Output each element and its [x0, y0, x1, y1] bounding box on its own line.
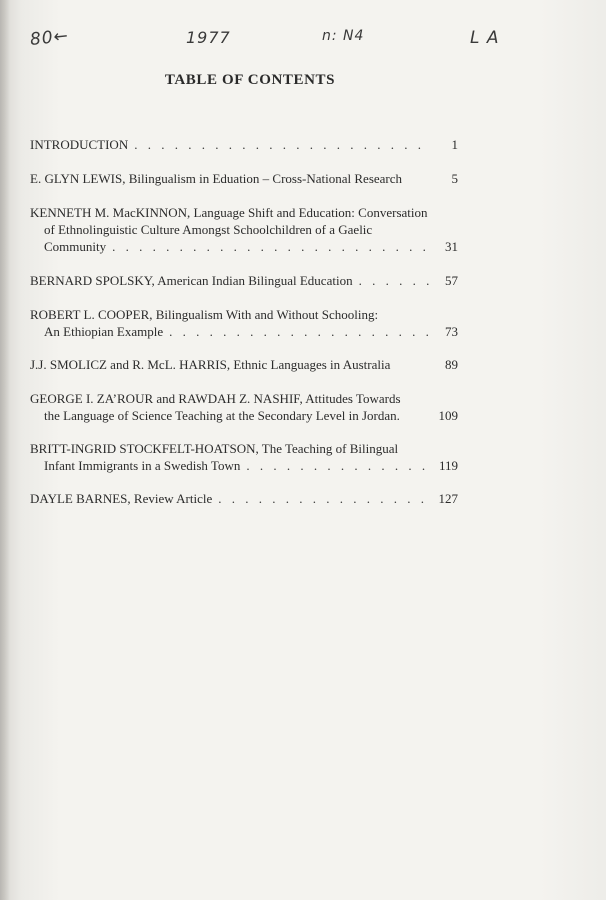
toc-entry-line	[30, 170, 458, 187]
page-title: TABLE OF CONTENTS	[164, 72, 336, 88]
page-number: 109	[438, 408, 458, 423]
leader-dots	[169, 323, 432, 340]
toc-entry-line	[30, 272, 458, 289]
leader-dots	[112, 238, 432, 255]
page-number: 31	[445, 239, 458, 254]
page-number: 5	[451, 171, 458, 186]
toc-entry-text: KENNETH M. MacKINNON, Language Shift and Education: Conversation	[30, 205, 428, 220]
binding-shadow	[0, 0, 10, 900]
toc-entry	[30, 306, 458, 340]
page-number: 127	[438, 491, 458, 506]
toc-entry-line	[30, 221, 458, 238]
toc-entry-line	[30, 136, 458, 153]
page-number: 89	[445, 357, 458, 372]
handwritten-note: 80←	[29, 26, 70, 50]
toc-entry-text: J.J. SMOLICZ and R. McL. HARRIS, Ethnic Languages in Australia	[30, 357, 391, 372]
toc-entry-line	[30, 457, 458, 474]
toc-entry-text: Infant Immigrants in a Swedish Town	[44, 458, 241, 473]
toc-entry	[30, 440, 458, 474]
toc-entry-text: the Language of Science Teaching at the Secondary Level in Jordan.	[44, 408, 400, 423]
leader-dots	[359, 272, 432, 289]
toc-entry-line	[30, 323, 458, 340]
toc-entry-text: INTRODUCTION	[30, 137, 129, 152]
toc-entry	[30, 272, 458, 289]
toc-entry-text: E. GLYN LEWIS, Bilingualism in Eduation – Cross-National Research	[30, 171, 403, 186]
toc-entry	[30, 490, 458, 507]
toc-entry-line	[30, 204, 458, 221]
toc-entry	[30, 170, 458, 187]
toc-entry-line	[30, 390, 458, 407]
toc-entry-text: of Ethnolinguistic Culture Amongst Schoolchildren of a Gaelic	[44, 222, 373, 237]
toc-entry-text: Community	[44, 239, 107, 254]
toc-entry-text: An Ethiopian Example	[44, 324, 164, 339]
toc-entry-line	[30, 407, 458, 424]
toc-entry-line	[30, 238, 458, 255]
toc-entry	[30, 204, 458, 255]
page-number: 57	[445, 273, 458, 288]
handwritten-note: 1977	[186, 28, 231, 47]
page-number: 1	[451, 137, 458, 152]
toc-entry	[30, 390, 458, 424]
toc-entry	[30, 356, 458, 373]
toc-entry	[30, 136, 458, 153]
toc-entry-text: ROBERT L. COOPER, Bilingualism With and Without Schooling:	[30, 307, 379, 322]
page-number: 119	[438, 458, 458, 473]
leader-dots	[218, 490, 432, 507]
handwritten-note: L A	[470, 28, 500, 48]
handwritten-note: n: N4	[322, 28, 365, 44]
page-number: 73	[445, 324, 458, 339]
toc-entry-text: BERNARD SPOLSKY, American Indian Bilingual Education	[30, 273, 353, 288]
toc-entry-line	[30, 440, 458, 457]
toc-entry-text: BRITT-INGRID STOCKFELT-HOATSON, The Teaching of Bilingual	[30, 441, 399, 456]
leader-dots	[134, 136, 432, 153]
toc-entry-text: GEORGE I. ZA’ROUR and RAWDAH Z. NASHIF, Attitudes Towards	[30, 391, 401, 406]
leader-dots	[246, 457, 432, 474]
toc-entry-text: DAYLE BARNES, Review Article	[30, 491, 213, 506]
toc-entry-line	[30, 356, 458, 373]
toc-entry-line	[30, 306, 458, 323]
toc-entry-line	[30, 490, 458, 507]
